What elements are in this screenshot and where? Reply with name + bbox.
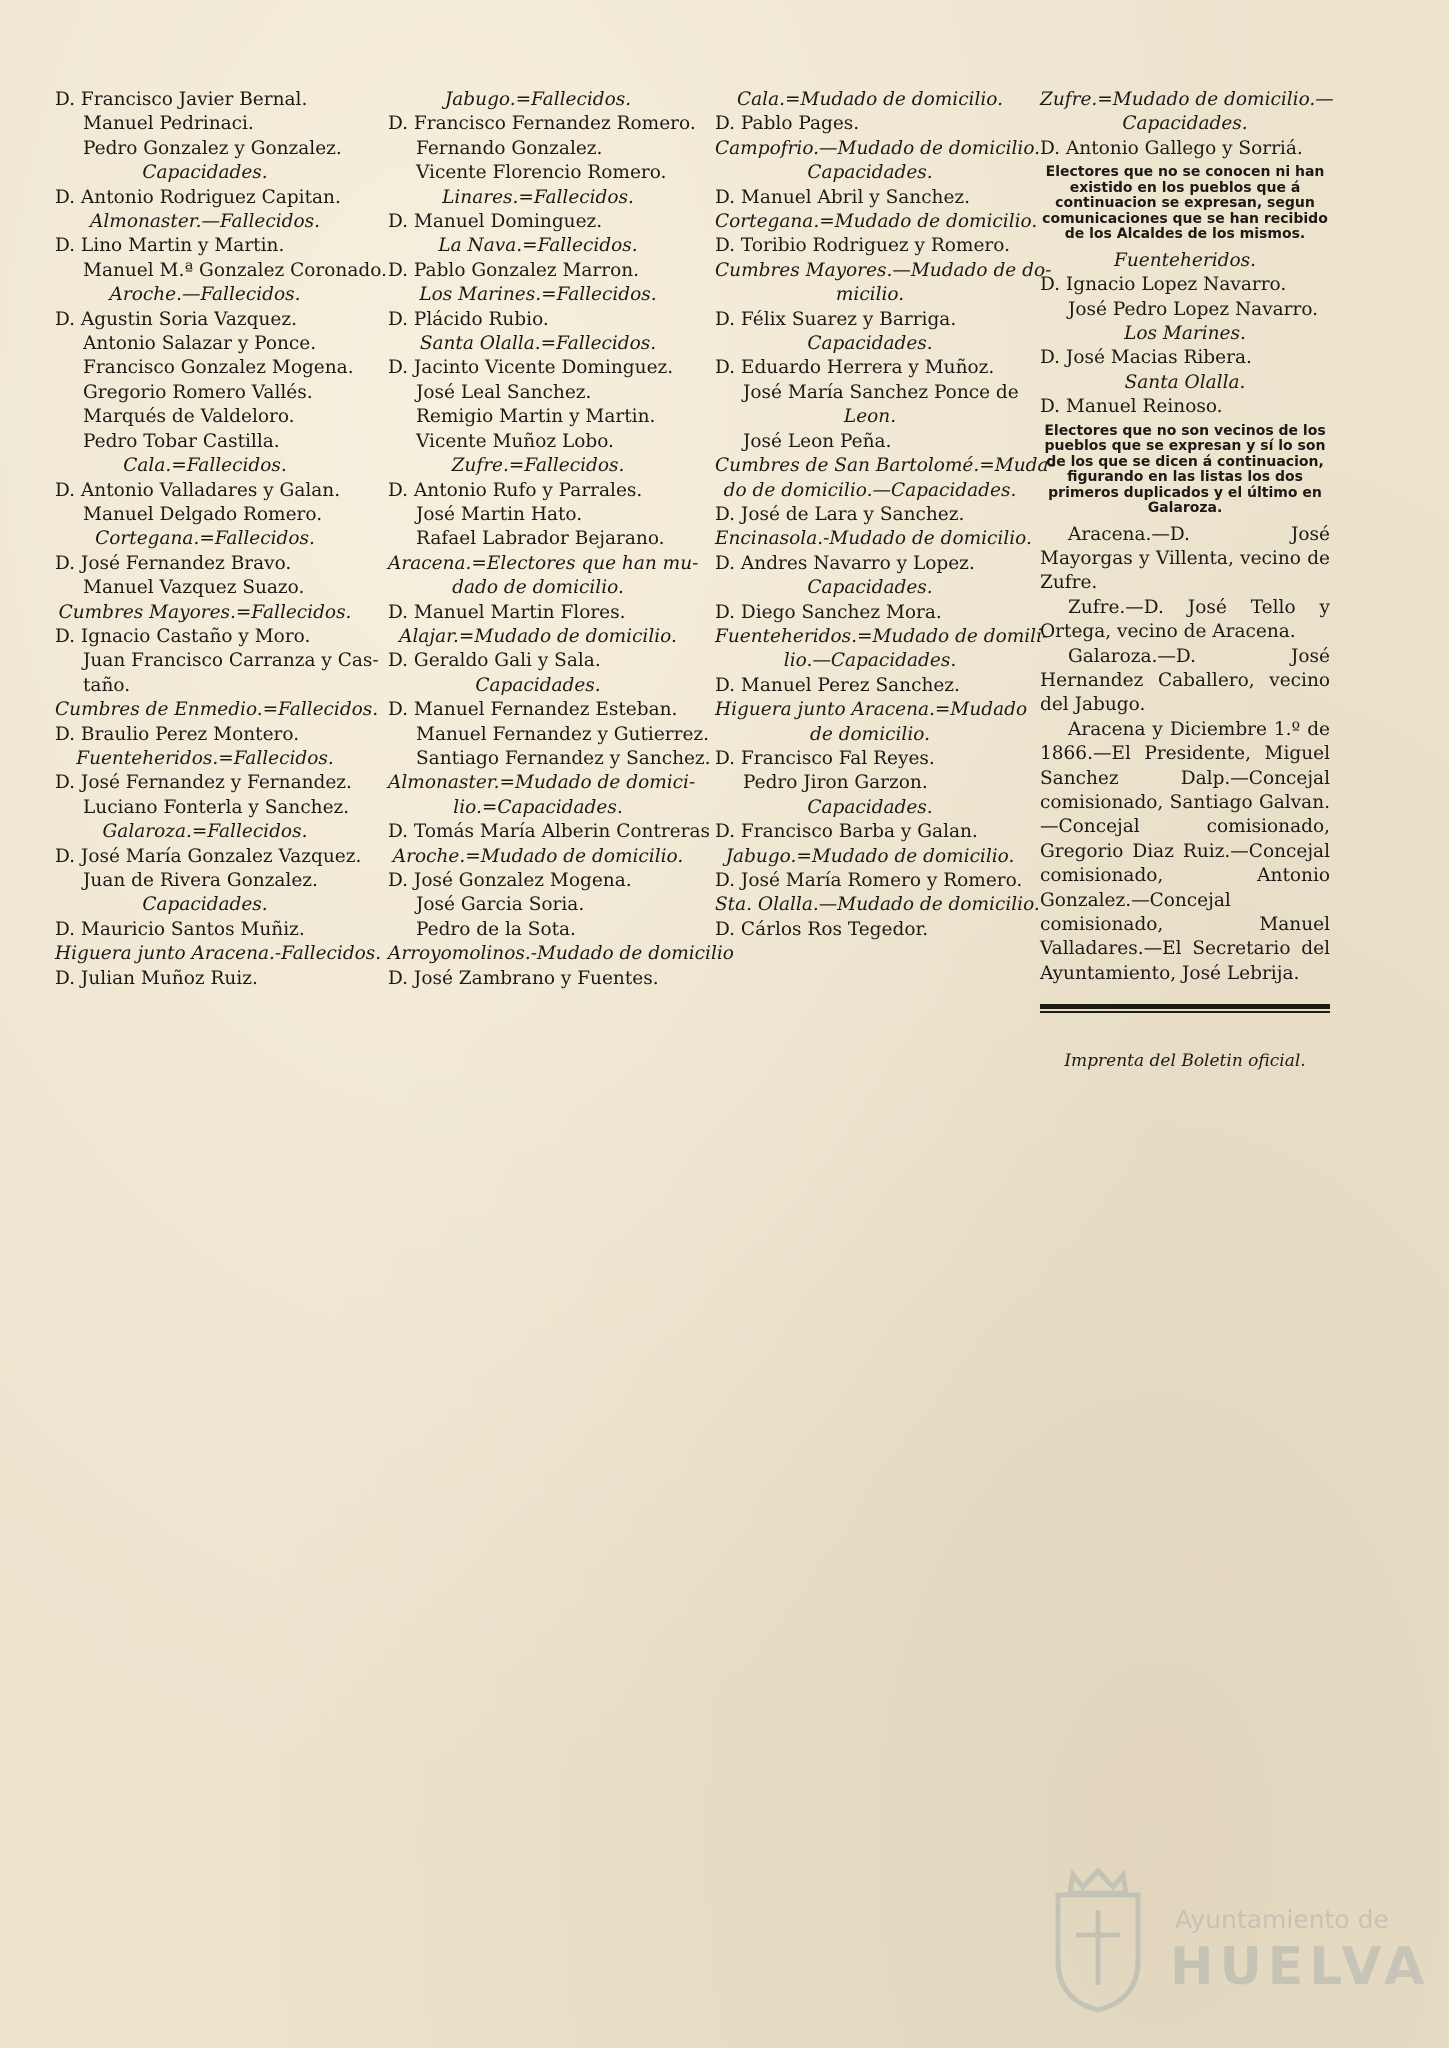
section-heading: Santa Olalla.=Fallecidos. [419,333,657,355]
section-heading: Higuera junto Aracena.-Fallecidos. [55,943,382,965]
notice-non-resident-electors: Electores que no son vecinos de los pueblos que se expresan y sí lo son de los que se dicen á continuacion, figurando en las listas los dos primeros duplicados y el último en Galaroza. [1044,422,1326,517]
watermark [1030,1865,1431,2015]
section-heading: do de domicilio.—Capacidades. [723,479,1017,501]
elector-name: D. Antonio Rodriguez Capitan. [55,186,341,208]
elector-name: D. Francisco Javier Bernal. [55,89,308,110]
section-heading: Capacidades. [475,674,601,696]
elector-name: D. Manuel Reinoso. [1040,396,1223,418]
elector-name: D. Francisco Fal Reyes. [715,747,935,769]
section-heading: lio.=Capacidades. [453,796,623,818]
column-2 [388,88,734,991]
elector-name: José Pedro Lopez Navarro. [1068,298,1319,320]
section-heading: Arroyomolinos.-Mudado de domicilio [388,943,734,965]
section-heading: micilio. [835,284,905,306]
elector-name: Manuel Delgado Romero. [83,503,323,525]
elector-name: D. José Fernandez Bravo. [55,552,292,574]
section-heading: Cortegana.=Mudado de domicilio. [715,211,1038,233]
elector-name: D. Antonio Gallego y Sorriá. [1040,137,1303,159]
elector-name: D. Lino Martin y Martin. [55,235,285,257]
crest-icon [1038,1865,1158,2015]
elector-name: D. José Gonzalez Mogena. [388,870,632,891]
section-heading: Capacidades. [807,577,933,599]
column-4-middle-entries [1040,249,1330,420]
elector-name: Juan de Rivera Gonzalez. [83,870,318,891]
elector-name: Marqués de Valdeloro. [83,406,295,428]
elector-name: Vicente Florencio Romero. [416,162,667,184]
elector-name: D. Diego Sanchez Mora. [715,601,942,623]
section-heading: Almonaster.=Mudado de domici- [388,772,696,794]
elector-name: Rafael Labrador Bejarano. [416,528,665,550]
elector-name: Pedro Tobar Castilla. [83,430,280,452]
printer-credit: Imprenta del Boletin oficial. [1064,1051,1306,1072]
section-heading: Linares.=Fallecidos. [442,186,634,208]
elector-name: Pedro Gonzalez y Gonzalez. [83,137,342,159]
elector-name: D. Ignacio Castaño y Moro. [55,625,311,647]
section-heading: Cumbres Mayores.—Mudado de do- [715,259,1052,281]
elector-name: José Leal Sanchez. [416,381,592,403]
elector-name: D. Manuel Dominguez. [388,211,603,233]
section-heading: lio.—Capacidades. [783,650,957,672]
elector-name: D. José de Lara y Sanchez. [715,503,965,525]
section-heading: Higuera junto Aracena.=Mudado [715,699,1028,721]
elector-name: D. Eduardo Herrera y Muñoz. [715,357,995,379]
section-heading: Aroche.—Fallecidos. [109,284,301,306]
section-heading: La Nava.=Fallecidos. [438,235,638,257]
elector-name: Luciano Fonterla y Sanchez. [83,796,350,818]
elector-name: José María Sanchez Ponce de [743,381,1019,403]
section-heading: Los Marines.=Fallecidos. [419,284,657,306]
section-heading: de domicilio. [810,723,930,745]
elector-name: D. Tomás María Alberin Contreras [388,821,710,843]
elector-name: D. Manuel Abril y Sanchez. [715,186,971,208]
elector-name: D. Andres Navarro y Lopez. [715,552,975,574]
elector-name: Antonio Salazar y Ponce. [83,333,317,355]
column-4-header-entries [1040,88,1334,161]
elector-name: Fernando Gonzalez. [416,137,603,159]
section-heading: Aracena.=Electores que han mu- [388,552,699,574]
section-heading: Fuenteheridos. [1114,249,1256,271]
section-heading: Aroche.=Mudado de domicilio. [392,845,684,867]
notice-unknown-electors: Electores que no se conocen ni han existido en los pueblos que á continuacion se expresan, segun comunicaciones que se han recibido de los Alcaldes de los mismos. [1042,164,1328,243]
elector-name: José Martin Hato. [416,503,583,525]
section-heading: Los Marines. [1124,322,1246,344]
elector-name: D. Agustin Soria Vazquez. [55,308,297,330]
elector-name: Manuel Fernandez y Gutierrez. [416,723,710,745]
elector-name: Santiago Fernandez y Sanchez. [416,747,711,769]
section-heading: Capacidades. [807,162,933,184]
closing-rule-thick [1040,1004,1330,1009]
elector-name: D. Félix Suarez y Barriga. [715,308,957,330]
section-heading: Capacidades. [807,333,933,355]
section-heading: Fuenteheridos.=Mudado de domili- [715,625,1049,647]
section-heading: Encinasola.-Mudado de domicilio. [715,528,1032,550]
elector-name: Manuel Pedrinaci. [83,113,254,135]
watermark-text-top: Ayuntamiento de [1175,1905,1389,1934]
elector-name: D. Pablo Gonzalez Marron. [388,259,640,281]
section-heading: Capacidades. [1122,113,1248,135]
elector-name: D. Julian Muñoz Ruiz. [55,967,258,989]
section-heading: Cala.=Fallecidos. [123,455,287,477]
elector-name: D. Francisco Fernandez Romero. [388,113,696,135]
elector-name: taño. [83,674,131,696]
section-heading: Cumbres Mayores.=Fallecidos. [58,601,352,623]
section-heading: Cumbres de San Bartolomé.=Muda- [715,455,1055,477]
elector-name: José Leon Peña. [743,430,892,452]
elector-name: D. Braulio Perez Montero. [55,723,300,745]
elector-name: D. José Macias Ribera. [1040,347,1252,369]
section-heading: Zufre.=Mudado de domicilio.— [1040,89,1334,110]
elector-name: D. Antonio Rufo y Parrales. [388,479,643,501]
elector-name: Francisco Gonzalez Mogena. [83,357,354,379]
elector-name: D. Pablo Pages. [715,113,860,135]
elector-name: D. José Zambrano y Fuentes. [388,967,659,989]
column-4 [1040,88,1334,1074]
elector-name: D. Cárlos Ros Tegedor. [715,918,929,940]
section-heading: Zufre.=Fallecidos. [451,455,625,477]
paragraph-aracena: Aracena.—D. José Mayorgas y Villenta, vecino de Zufre. [1040,523,1330,594]
signature-paragraph: Aracena y Diciembre 1.º de 1866.—El Presidente, Miguel Sanchez Dalp.—Concejal comisionado, Santiago Galvan.—Concejal comisionado, Gregorio Diaz Ruiz.—Concejal comisionado, Antonio Gonzalez.—Concejal comisionado, Manuel Valladares.—El Secretario del Ayuntamiento, José Lebrija. [1040,718,1330,984]
elector-name: D. Francisco Barba y Galan. [715,821,978,843]
elector-name: D. Geraldo Gali y Sala. [388,650,601,672]
section-heading: Capacidades. [807,796,933,818]
elector-name: D. Mauricio Santos Muñiz. [55,918,305,940]
section-heading: Cala.=Mudado de domicilio. [736,89,1004,110]
section-heading: Capacidades. [142,162,268,184]
elector-name: Manuel M.ª Gonzalez Coronado. [83,259,387,281]
elector-name: D. Manuel Perez Sanchez. [715,674,960,696]
elector-name: Juan Francisco Carranza y Cas- [83,650,379,672]
elector-name: D. Manuel Fernandez Esteban. [388,699,678,721]
elector-name: D. Ignacio Lopez Navarro. [1040,274,1287,296]
elector-name: Vicente Muñoz Lobo. [416,430,614,452]
elector-name: D. Jacinto Vicente Dominguez. [388,357,674,379]
section-heading: Jabugo.=Mudado de domicilio. [725,845,1015,867]
elector-name: D. Plácido Rubio. [388,308,549,330]
column-1 [55,88,387,991]
elector-name: Gregorio Romero Vallés. [83,381,313,403]
section-heading: Almonaster.—Fallecidos. [90,211,320,233]
section-heading: Leon. [843,406,897,428]
section-heading: Alajar.=Mudado de domicilio. [399,625,677,647]
elector-name: D. José María Gonzalez Vazquez. [55,845,362,867]
paragraph-galaroza: Galaroza.—D. José Hernandez Caballero, vecino del Jabugo. [1040,645,1330,716]
section-heading: Campofrio.—Mudado de domicilio. [715,137,1041,159]
section-heading: Santa Olalla. [1124,371,1246,393]
elector-name: D. Manuel Martin Flores. [388,601,626,623]
elector-name: D. Antonio Valladares y Galan. [55,479,341,501]
elector-name: Manuel Vazquez Suazo. [83,577,305,599]
section-heading: Cumbres de Enmedio.=Fallecidos. [55,699,379,721]
column-3 [715,88,1055,942]
section-heading: Sta. Olalla.—Mudado de domicilio. [715,894,1040,916]
watermark-text-huelva: HUELVA [1170,1937,1431,1997]
elector-name: José Garcia Soria. [416,894,585,916]
section-heading: dado de domicilio. [452,577,624,599]
section-heading: Galaroza.=Fallecidos. [102,821,308,843]
elector-name: D. Toribio Rodriguez y Romero. [715,235,1010,257]
closing-rule-thin [1040,1011,1330,1013]
section-heading: Capacidades. [142,894,268,916]
section-heading: Jabugo.=Fallecidos. [444,89,632,110]
elector-name: D. José Fernandez y Fernandez. [55,772,352,794]
section-heading: Cortegana.=Fallecidos. [95,528,315,550]
elector-name: Pedro de la Sota. [416,918,576,940]
paragraph-zufre: Zufre.—D. José Tello y Ortega, vecino de Aracena. [1040,596,1330,643]
elector-name: Pedro Jiron Garzon. [743,772,928,794]
section-heading: Fuenteheridos.=Fallecidos. [76,747,334,769]
elector-name: D. José María Romero y Romero. [715,870,1023,891]
elector-name: Remigio Martin y Martin. [416,406,656,428]
